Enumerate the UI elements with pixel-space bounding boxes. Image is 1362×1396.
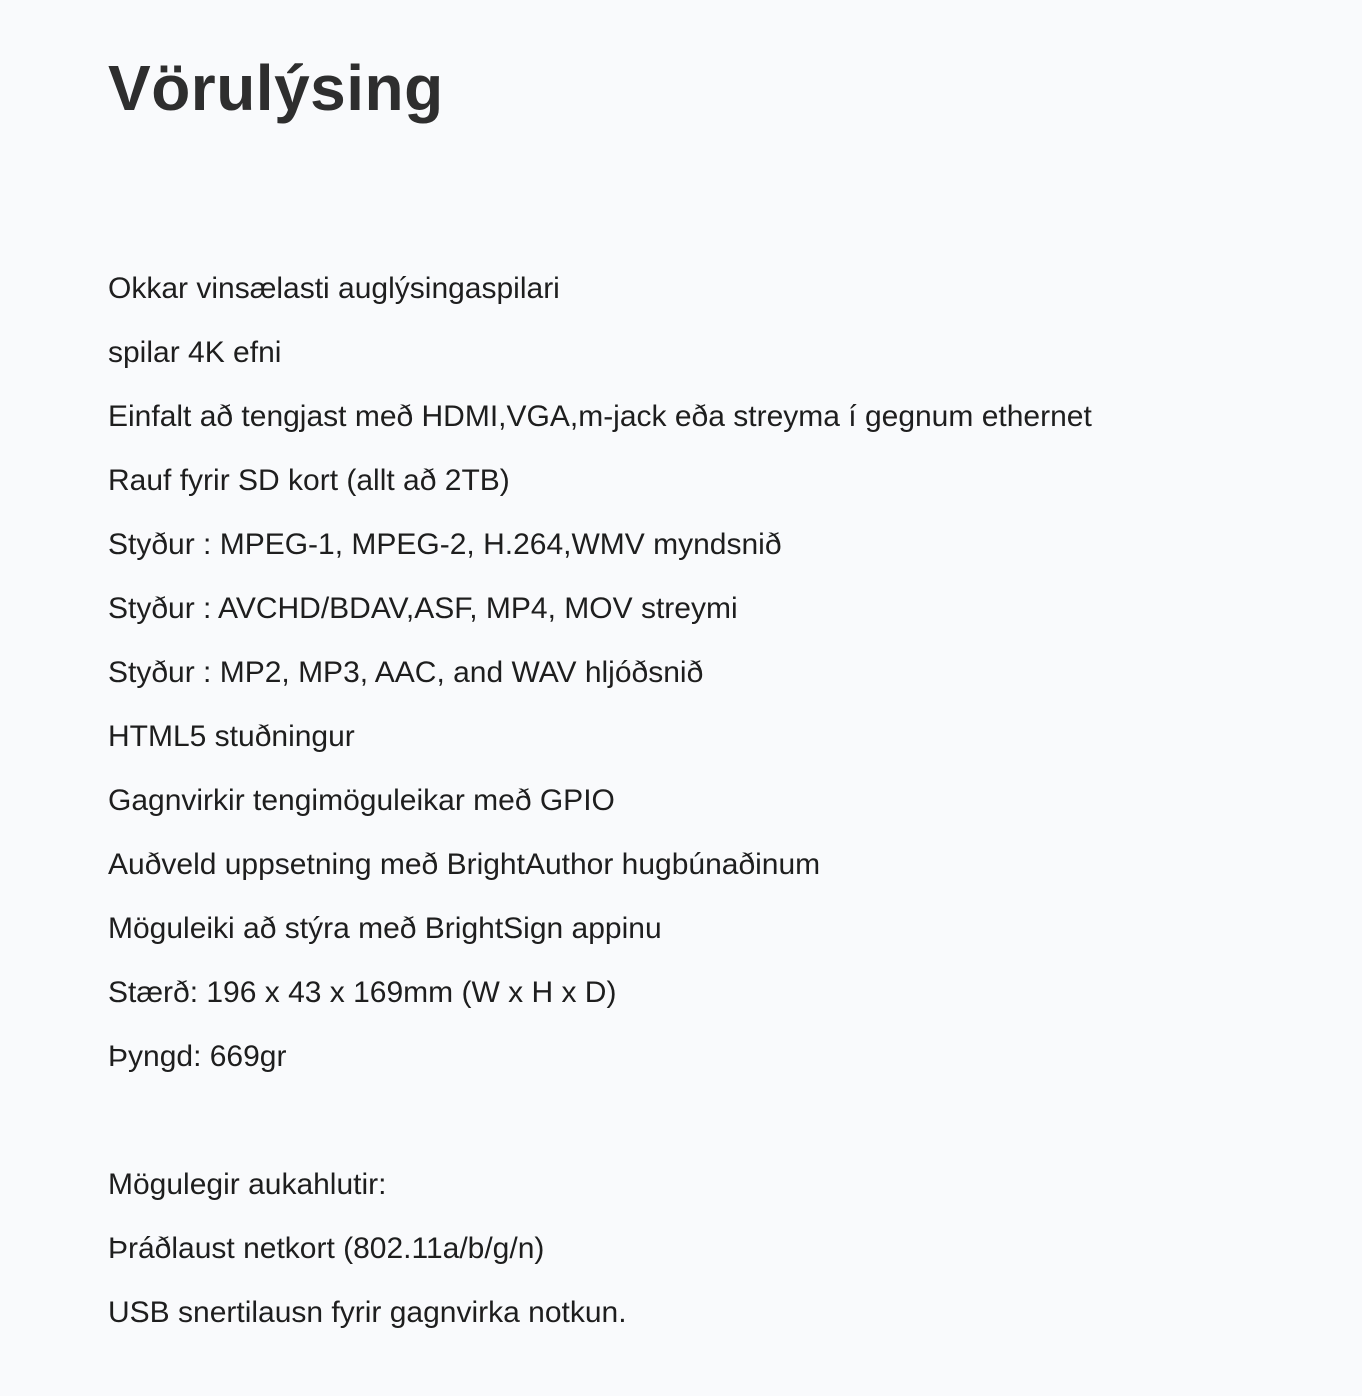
accessories-list — [108, 1217, 627, 1345]
feature-item: spilar 4K efni — [108, 336, 282, 369]
feature-item: Okkar vinsælasti auglýsingaspilari — [108, 272, 560, 305]
feature-item: Rauf fyrir SD kort (allt að 2TB) — [108, 464, 510, 497]
feature-item: Auðveld uppsetning með BrightAuthor hugbúnaðinum — [108, 848, 821, 881]
feature-item: Styður : MPEG-1, MPEG-2, H.264,WMV myndsnið — [108, 528, 782, 561]
accessories-heading: Mögulegir aukahlutir: — [108, 1168, 387, 1201]
feature-item: Styður : AVCHD/BDAV,ASF, MP4, MOV streymi — [108, 592, 738, 625]
feature-list — [108, 257, 1092, 1089]
feature-item: HTML5 stuðningur — [108, 720, 355, 753]
accessory-item: Þráðlaust netkort (802.11a/b/g/n) — [108, 1232, 545, 1265]
feature-item: Þyngd: 669gr — [108, 1040, 287, 1073]
feature-item: Gagnvirkir tengimöguleikar með GPIO — [108, 784, 615, 817]
feature-item: Styður : MP2, MP3, AAC, and WAV hljóðsnið — [108, 656, 704, 689]
accessory-item: USB snertilausn fyrir gagnvirka notkun. — [108, 1296, 627, 1329]
page-title: Vörulýsing — [108, 52, 444, 124]
feature-item: Stærð: 196 x 43 x 169mm (W x H x D) — [108, 976, 617, 1009]
accessories-section — [108, 1153, 627, 1345]
feature-item: Einfalt að tengjast með HDMI,VGA,m-jack eða streyma í gegnum ethernet — [108, 400, 1092, 433]
feature-item: Möguleiki að stýra með BrightSign appinu — [108, 912, 662, 945]
